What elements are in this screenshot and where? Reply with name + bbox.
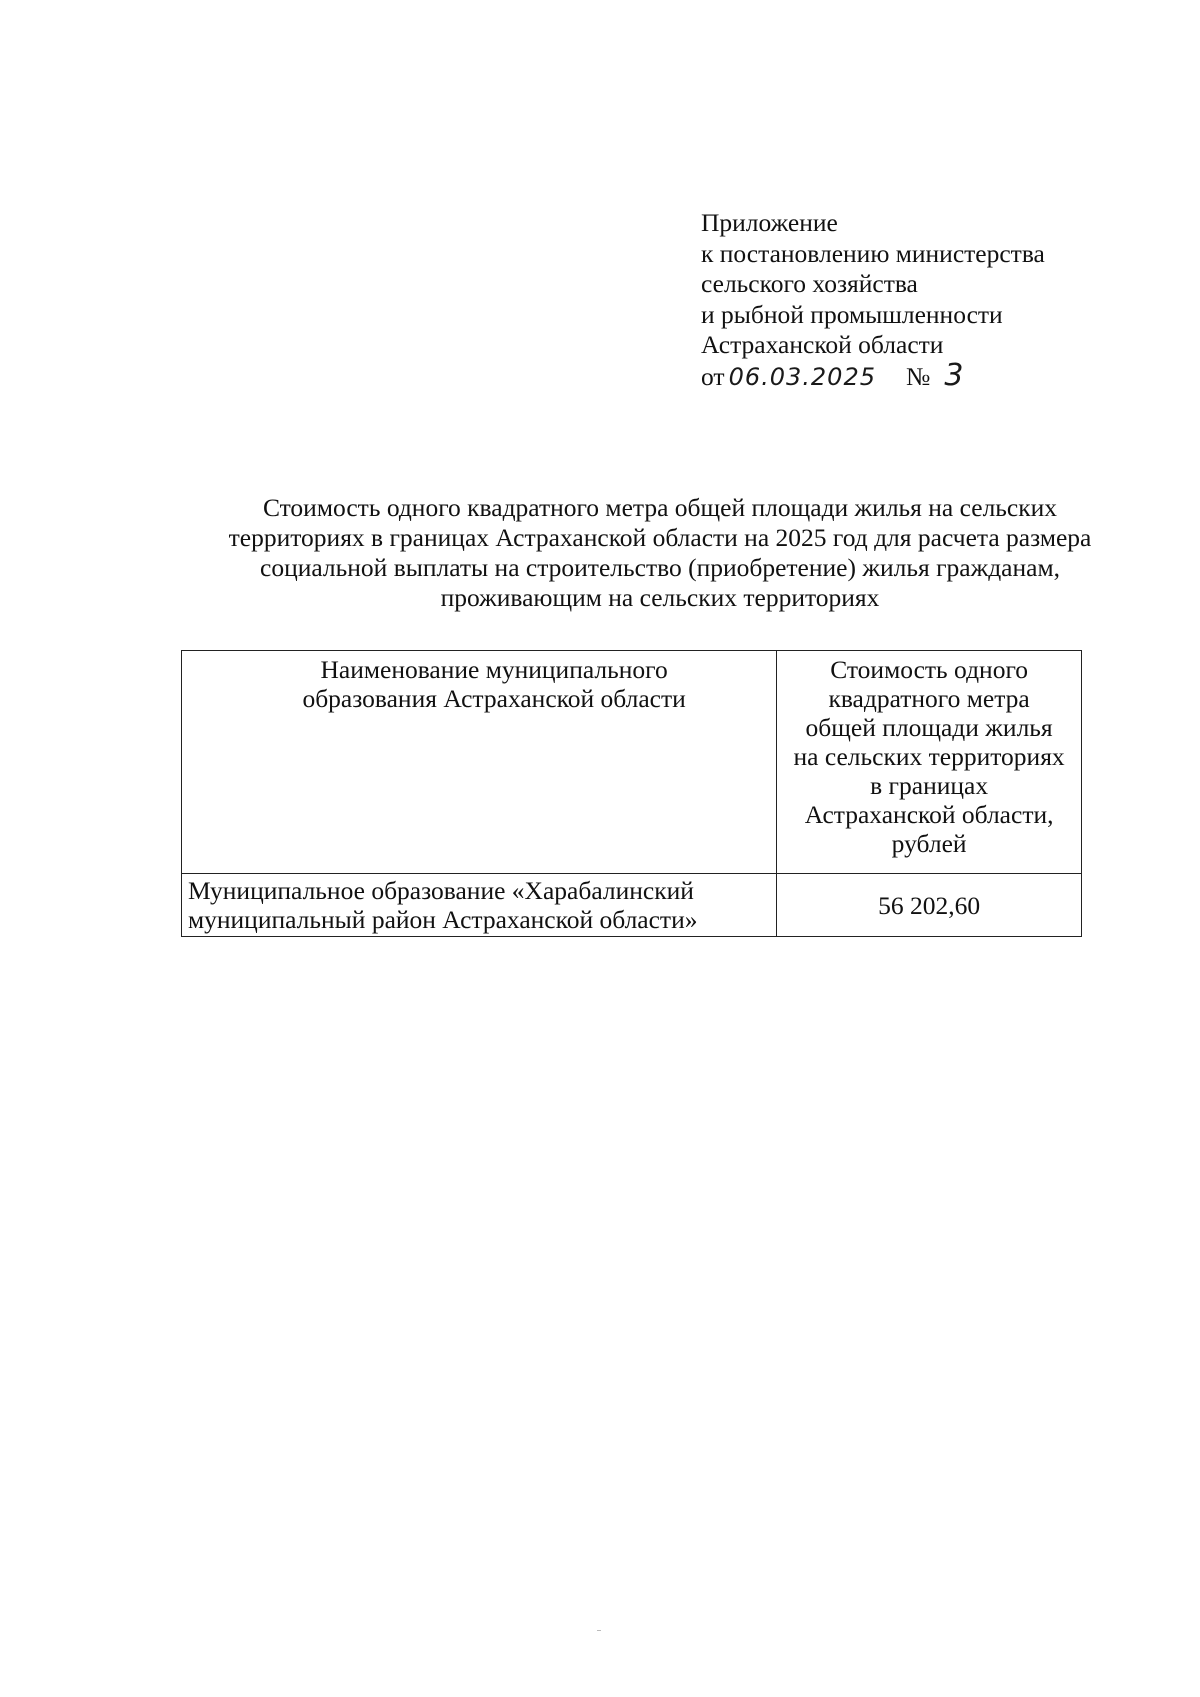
date-prefix: от bbox=[701, 361, 725, 391]
municipality-line: муниципальный район Астраханской области» bbox=[188, 905, 698, 934]
appendix-line: к постановлению министерства bbox=[701, 238, 1045, 268]
handwritten-number: 3 bbox=[944, 357, 965, 393]
header-cost-line: квадратного метра bbox=[828, 684, 1030, 713]
title-line: социальной выплаты на строительство (приобретение) жилья гражданам, bbox=[260, 553, 1060, 582]
header-name-line: образования Астраханской области bbox=[302, 684, 686, 713]
header-name-line: Наименование муниципального bbox=[320, 655, 668, 684]
header-cost-line: в границах bbox=[870, 771, 989, 800]
header-cost-line: рублей bbox=[891, 829, 967, 858]
appendix-date-line bbox=[701, 357, 1141, 393]
appendix-line: сельского хозяйства bbox=[701, 269, 918, 298]
header-cost-line: Астраханской области, bbox=[804, 800, 1054, 829]
header-municipality bbox=[182, 651, 777, 874]
number-sign: № bbox=[905, 361, 931, 391]
cost-table bbox=[181, 650, 1082, 937]
document-title bbox=[180, 493, 1140, 613]
municipality-line: Муниципальное образование «Харабалинский bbox=[188, 876, 694, 905]
appendix-block bbox=[701, 208, 1141, 392]
header-cost-line: на сельских территориях bbox=[793, 742, 1065, 771]
title-line: проживающим на сельских территориях bbox=[440, 583, 880, 612]
appendix-line: Приложение bbox=[701, 208, 838, 237]
scan-speck bbox=[597, 1630, 601, 1631]
title-line: Стоимость одного квадратного метра общей площади жилья на сельских bbox=[262, 493, 1058, 522]
appendix-line: Астраханской области bbox=[701, 330, 944, 359]
handwritten-date: 06.03.2025 bbox=[728, 362, 876, 391]
table-row bbox=[182, 874, 1082, 937]
municipality-cell bbox=[182, 874, 777, 937]
header-cost-line: общей площади жилья bbox=[805, 713, 1053, 742]
table-header-row bbox=[182, 651, 1082, 874]
appendix-line: и рыбной промышленности bbox=[701, 299, 1003, 329]
header-cost-line: Стоимость одного bbox=[830, 655, 1029, 684]
header-cost bbox=[777, 651, 1082, 874]
cost-cell: 56 202,60 bbox=[777, 874, 1082, 937]
title-line: территориях в границах Астраханской области на 2025 год для расчета размера bbox=[228, 523, 1092, 552]
